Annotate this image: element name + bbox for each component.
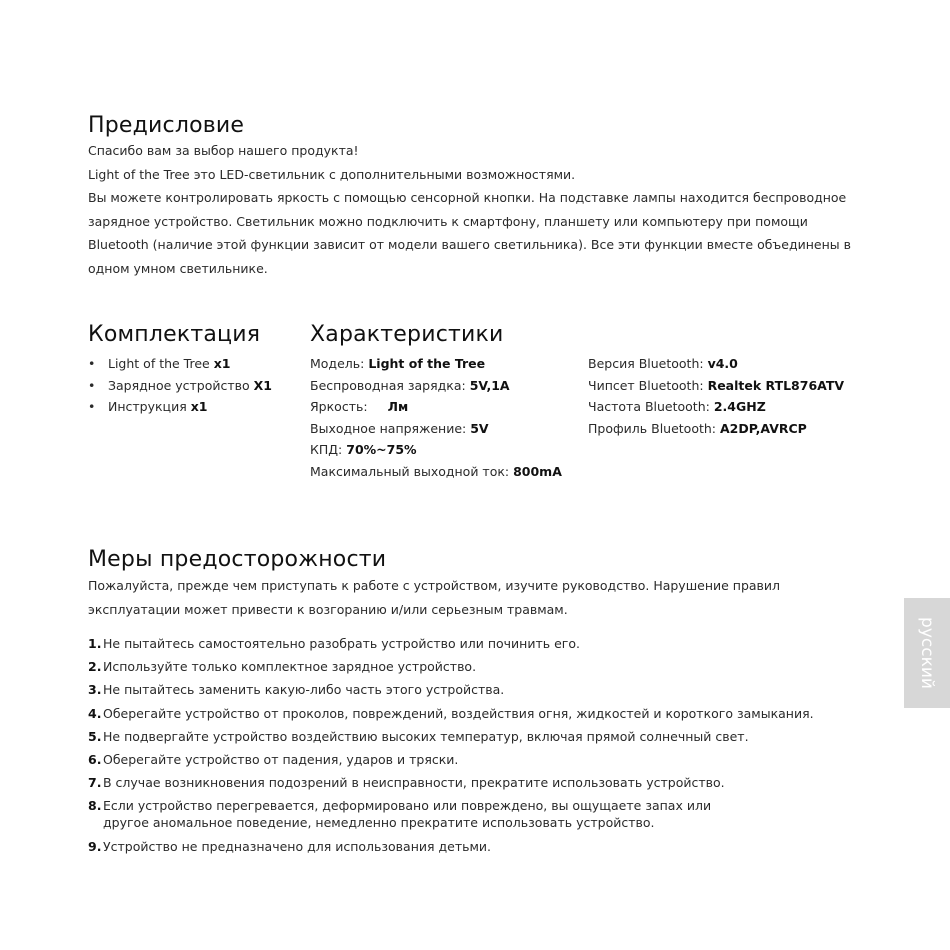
spec-value: 5V bbox=[470, 420, 489, 436]
item-text-line: другое аномальное поведение, немедленно прекратите использовать устройство. bbox=[103, 815, 655, 831]
spec-value: A2DP,AVRCP bbox=[720, 420, 807, 436]
item-number: 2. bbox=[88, 659, 102, 675]
item-number: 3. bbox=[88, 682, 102, 698]
spec-row bbox=[310, 418, 562, 440]
item-number: 7. bbox=[88, 775, 102, 791]
spec-label: КПД: bbox=[310, 442, 343, 457]
spec-row bbox=[588, 418, 844, 440]
precautions-intro bbox=[88, 574, 780, 621]
item-text: Не пытайтесь самостоятельно разобрать устройство или починить его. bbox=[103, 636, 580, 651]
precautions-intro-line: Пожалуйста, прежде чем приступать к работе с устройством, изучите руководство. Нарушение правил bbox=[88, 578, 781, 593]
specs-right-column bbox=[588, 353, 844, 439]
item-number: 5. bbox=[88, 728, 102, 744]
precautions-heading: Меры предосторожности bbox=[88, 547, 387, 572]
spec-row bbox=[310, 375, 562, 397]
spec-value: 800mA bbox=[513, 463, 562, 479]
kit-item-text bbox=[108, 353, 230, 375]
item-text: Используйте только комплектное зарядное устройство. bbox=[103, 659, 477, 675]
spec-row bbox=[588, 396, 844, 418]
preface-line: одном умном светильнике. bbox=[88, 260, 268, 276]
spec-value: v4.0 bbox=[707, 356, 738, 371]
item-number: 1. bbox=[88, 636, 102, 651]
item-number: 6. bbox=[88, 751, 102, 767]
item-text: Устройство не предназначено для использования детьми. bbox=[103, 839, 491, 855]
precautions-intro-line: эксплуатации может привести к возгоранию и/или серьезным травмам. bbox=[88, 601, 568, 617]
item-text: В случае возникновения подозрений в неисправности, прекратите использовать устройство. bbox=[103, 775, 725, 791]
spec-value: Light of the Tree bbox=[368, 356, 486, 371]
spec-label: Беспроводная зарядка: bbox=[310, 377, 466, 393]
spec-value: 5V,1A bbox=[469, 377, 510, 393]
spec-row bbox=[310, 461, 562, 483]
kit-item-name: Инструкция bbox=[108, 399, 187, 414]
spec-label: Профиль Bluetooth: bbox=[588, 420, 717, 436]
item-number: 9. bbox=[88, 839, 102, 855]
kit-item-text bbox=[108, 375, 272, 397]
spec-row bbox=[588, 375, 844, 397]
preface-line: Вы можете контролировать яркость с помощью сенсорной кнопки. На подставке лампы находится беспроводное bbox=[88, 190, 847, 205]
spec-label: Чипсет Bluetooth: bbox=[588, 377, 704, 393]
bullet-icon: • bbox=[88, 377, 96, 393]
kit-heading: Комплектация bbox=[88, 322, 261, 347]
item-number: 4. bbox=[88, 705, 102, 721]
preface-line: Спасибо вам за выбор нашего продукта! bbox=[88, 143, 359, 158]
kit-item-qty: x1 bbox=[213, 356, 231, 371]
spec-row bbox=[310, 396, 562, 418]
spec-value: 2.4GHZ bbox=[713, 399, 766, 414]
bullet-icon: • bbox=[88, 356, 96, 371]
specs-left-column bbox=[310, 353, 562, 482]
kit-item-qty: X1 bbox=[253, 377, 273, 393]
bullet-icon: • bbox=[88, 399, 96, 414]
spec-row bbox=[588, 353, 844, 375]
item-number: 8. bbox=[88, 798, 102, 814]
kit-item-name: Light of the Tree bbox=[108, 356, 210, 371]
spec-value: Лм bbox=[387, 399, 409, 414]
spec-label: Модель: bbox=[310, 356, 365, 371]
item-text bbox=[103, 797, 711, 831]
spec-label: Яркость: bbox=[310, 399, 368, 414]
item-text-line: Если устройство перегревается, деформировано или повреждено, вы ощущаете запах или bbox=[103, 798, 712, 814]
kit-item-text bbox=[108, 396, 207, 418]
item-text: Оберегайте устройство от падения, ударов и тряски. bbox=[103, 751, 459, 767]
preface-line: Light of the Tree это LED-светильник с дополнительными возможностями. bbox=[88, 166, 576, 182]
spec-row bbox=[310, 439, 562, 461]
item-text: Оберегайте устройство от проколов, повреждений, воздействия огня, жидкостей и короткого замыкания. bbox=[103, 705, 814, 721]
spec-label: Максимальный выходной ток: bbox=[310, 463, 510, 479]
spec-value: Realtek RTL876ATV bbox=[707, 377, 845, 393]
preface-heading: Предисловие bbox=[88, 113, 245, 138]
item-text: Не подвергайте устройство воздействию высоких температур, включая прямой солнечный свет. bbox=[103, 728, 749, 744]
spec-label: Версия Bluetooth: bbox=[588, 356, 704, 371]
spec-label: Частота Bluetooth: bbox=[588, 399, 710, 414]
preface-line: Bluetooth (наличие этой функции зависит от модели вашего светильника). Все эти функции вместе объединены в bbox=[88, 237, 851, 252]
kit-item-qty: x1 bbox=[190, 399, 208, 414]
item-text: Не пытайтесь заменить какую-либо часть этого устройства. bbox=[103, 682, 505, 698]
language-tab bbox=[904, 598, 950, 708]
specs-heading: Характеристики bbox=[310, 322, 504, 347]
kit-item-name: Зарядное устройство bbox=[108, 377, 250, 393]
spec-row bbox=[310, 353, 562, 375]
preface-paragraph bbox=[88, 139, 851, 280]
spec-label: Выходное напряжение: bbox=[310, 420, 467, 436]
spec-value: 70%~75% bbox=[346, 442, 417, 457]
preface-line: зарядное устройство. Светильник можно подключить к смартфону, планшету или компьютеру при помощи bbox=[88, 213, 808, 229]
language-tab-label: русский bbox=[917, 617, 937, 689]
